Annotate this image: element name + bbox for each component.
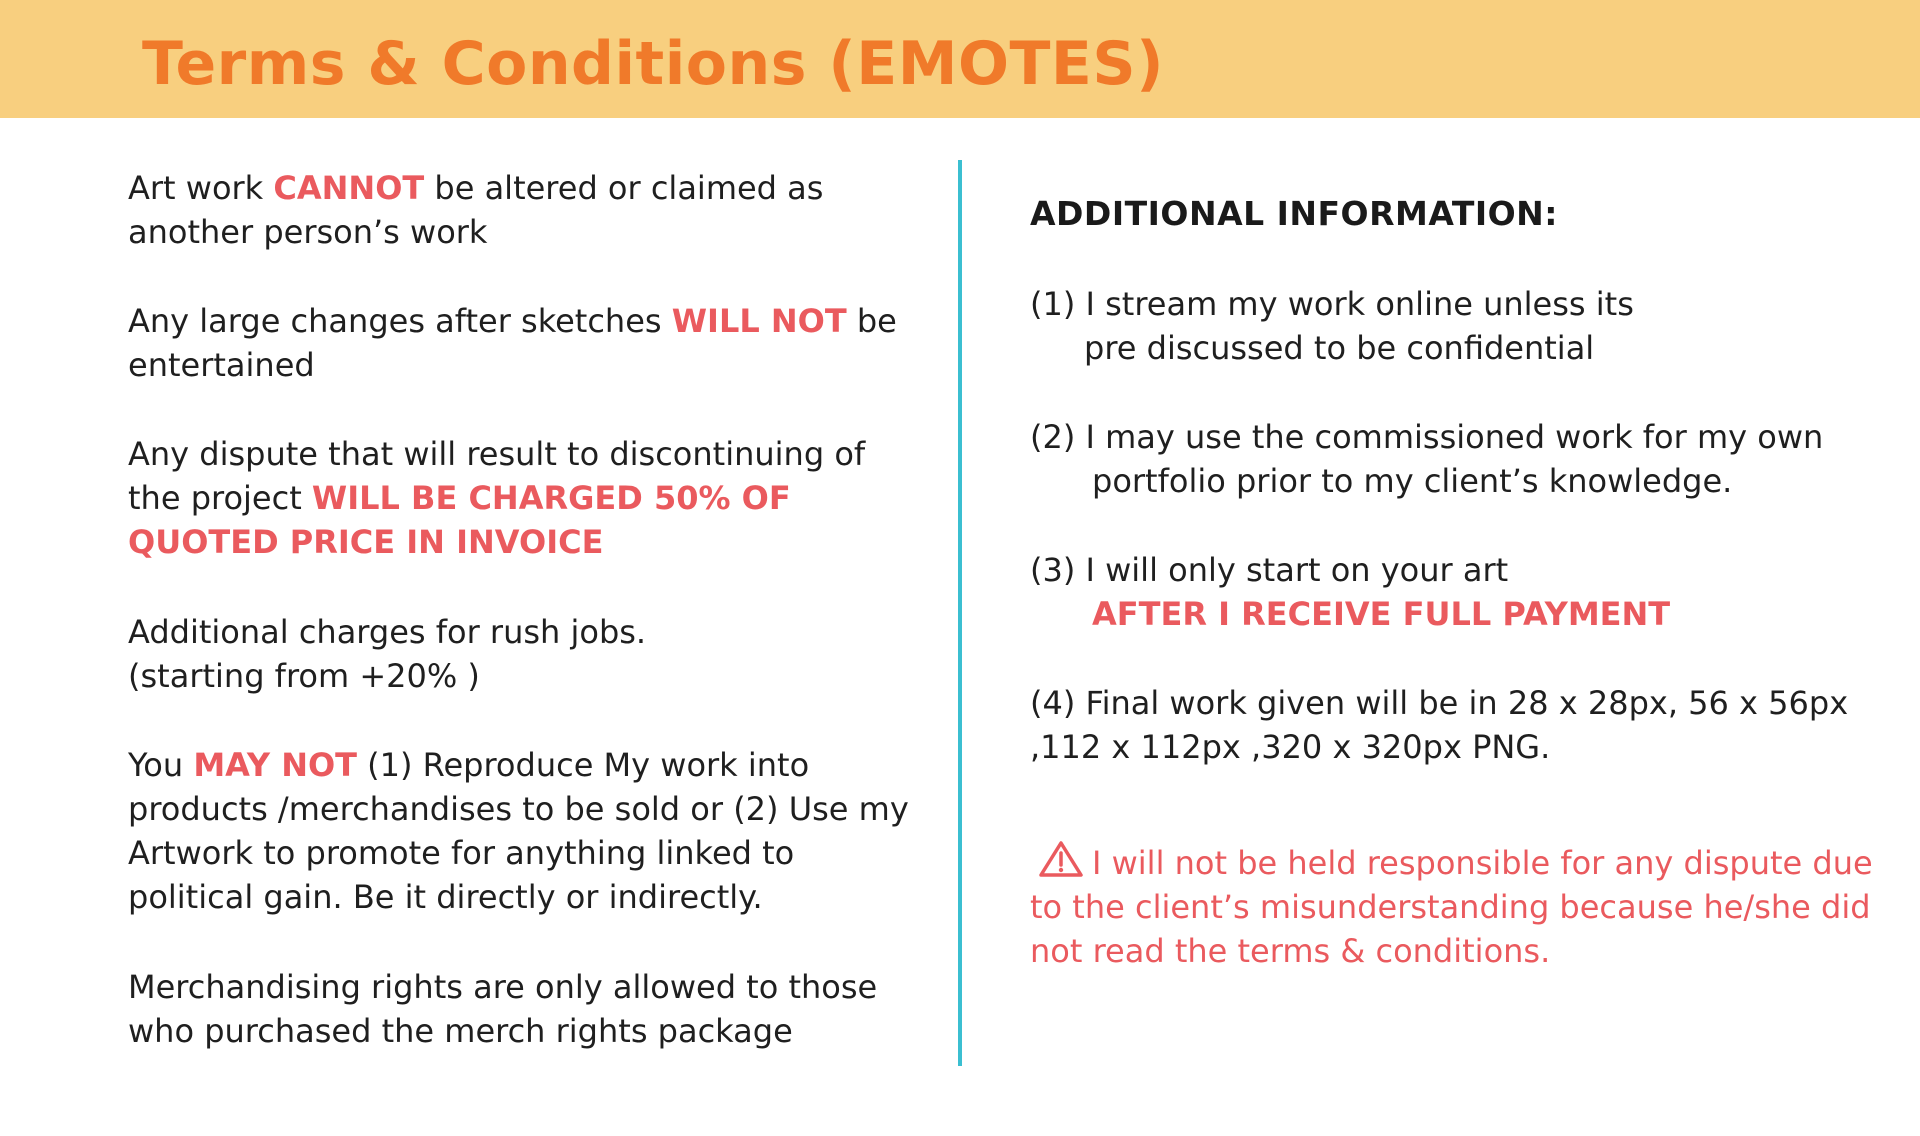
info-item-3: (3) I will only start on your art AFTER I RECEIVE FULL PAYMENT	[1030, 548, 1900, 636]
page-title: Terms & Conditions (EMOTES)	[142, 29, 1165, 99]
header-banner	[0, 0, 1920, 118]
emphasis-may-not: MAY NOT	[193, 746, 357, 784]
column-divider	[958, 160, 962, 1066]
term-rush-charges: Additional charges for rush jobs. (starting from +20% )	[128, 613, 647, 695]
info-item-2: (2) I may use the commissioned work for my own portfolio prior to my client’s knowledge.	[1030, 418, 1824, 500]
emphasis-charge: WILL BE CHARGED 50% OF QUOTED PRICE IN INVOICE	[128, 479, 791, 561]
term-merch-rights: Merchandising rights are only allowed to those who purchased the merch rights package	[128, 968, 878, 1050]
warning-notice	[1030, 840, 1900, 973]
warning-text: I will not be held responsible for any dispute due to the client’s misunderstanding because he/she did not read the terms & conditions.	[1030, 844, 1873, 970]
term-may-not: You MAY NOT (1) Reproduce My work into products /merchandises to be sold or (2) Use my Artwork to promote for anything linked to political gain. Be it directly or indirectly.	[128, 746, 909, 916]
info-item-1: (1) I stream my work online unless its pre discussed to be confidential	[1030, 285, 1634, 367]
info-item-4: (4) Final work given will be in 28 x 28px, 56 x 56px ,112 x 112px ,320 x 320px PNG.	[1030, 684, 1849, 766]
term-no-large-changes: Any large changes after sketches WILL NOT be entertained	[128, 302, 897, 384]
term-dispute-charge: Any dispute that will result to discontinuing of the project WILL BE CHARGED 50% OF QUOTED PRICE IN INVOICE	[128, 435, 866, 561]
term-no-alteration: Art work CANNOT be altered or claimed as another person’s work	[128, 169, 824, 251]
emphasis-full-payment: AFTER I RECEIVE FULL PAYMENT	[1092, 595, 1671, 633]
emphasis-cannot: CANNOT	[273, 169, 425, 207]
additional-info-heading: ADDITIONAL INFORMATION:	[1030, 194, 1558, 233]
emphasis-will-not: WILL NOT	[671, 302, 847, 340]
warning-triangle-icon	[1038, 840, 1084, 878]
